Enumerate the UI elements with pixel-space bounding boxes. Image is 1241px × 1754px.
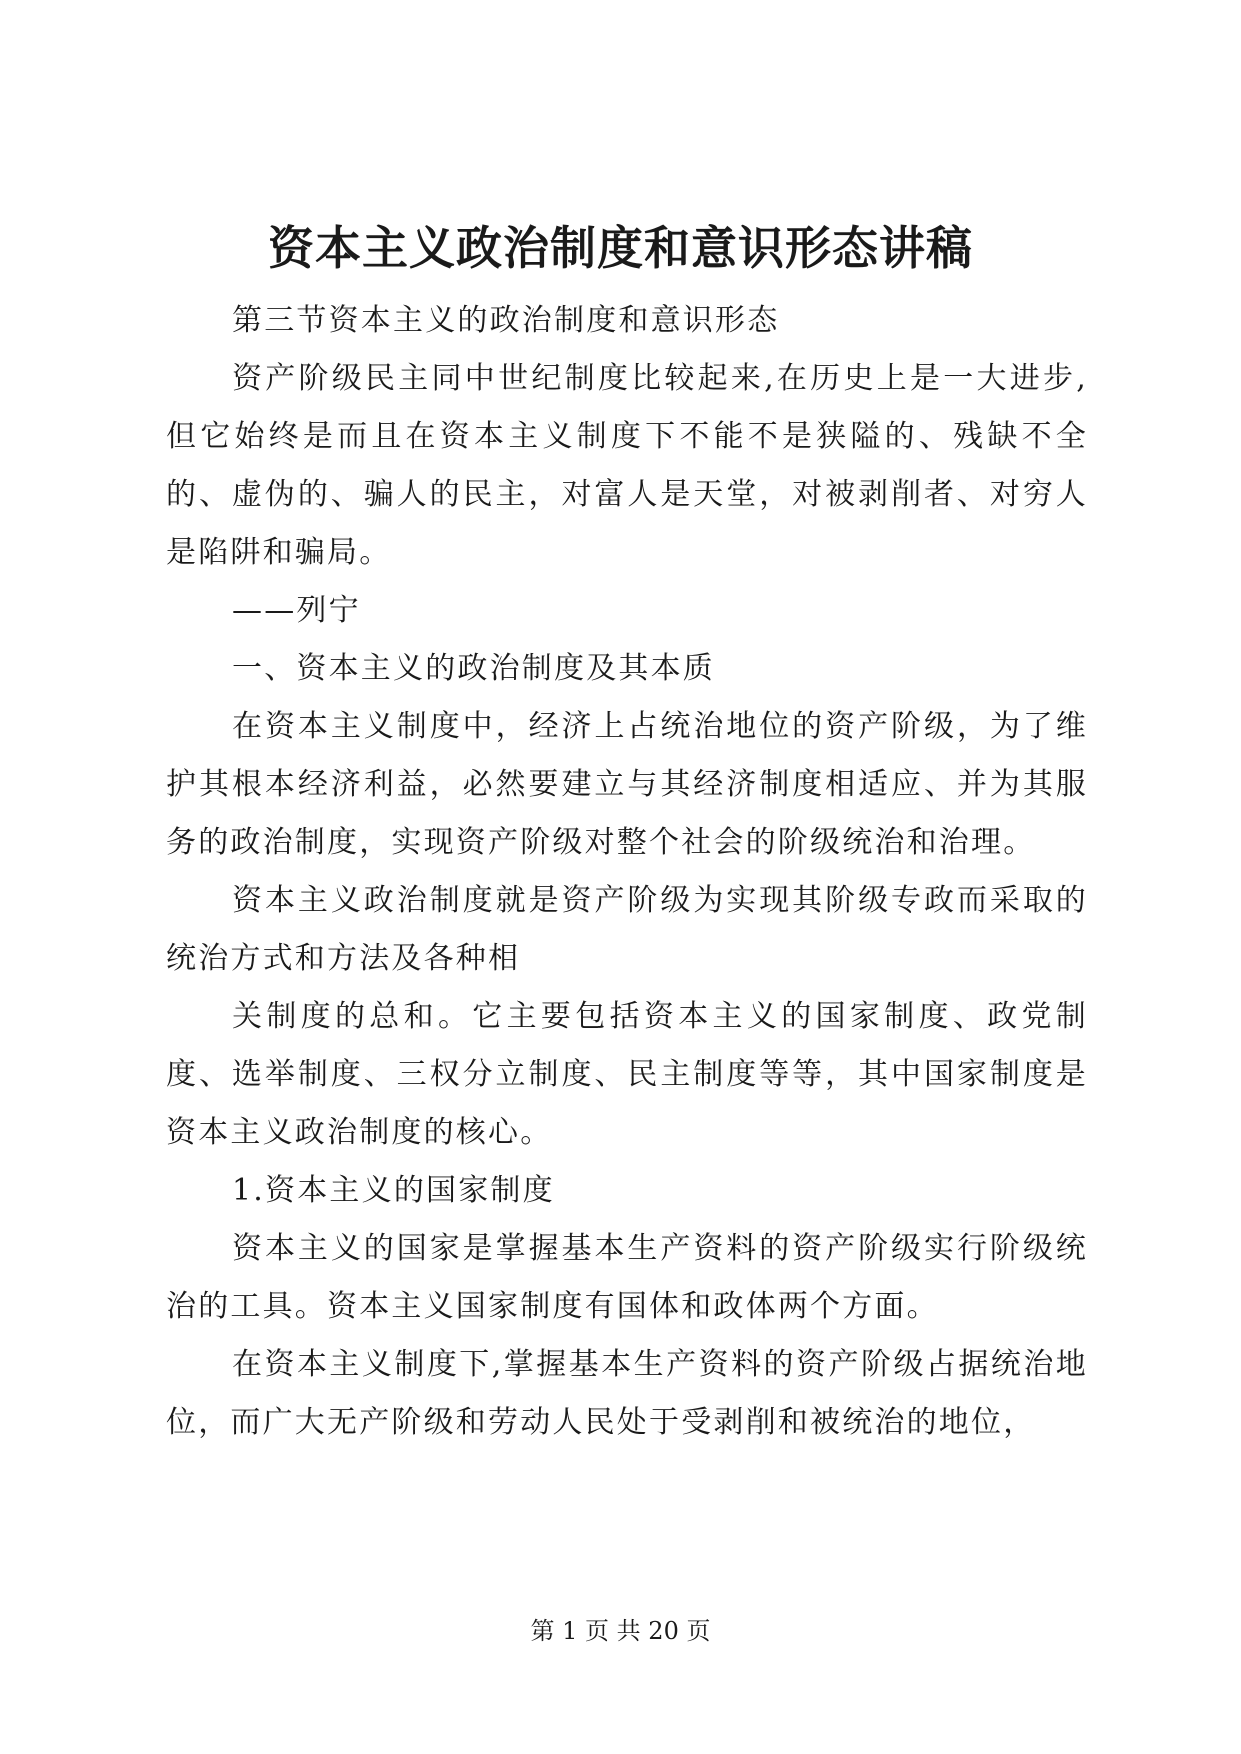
- page-number-footer: 第 1 页 共 20 页: [530, 1617, 711, 1645]
- paragraph-quote-author: ——列宁: [232, 593, 361, 628]
- paragraph-body: 资本主义政治制度就是资产阶级为实现其阶级专政而采取的统治方式和方法及各种相: [166, 883, 1088, 976]
- paragraph-subheading-1: 一、资本主义的政治制度及其本质: [232, 651, 715, 686]
- paragraph-section-heading: 第三节资本主义的政治制度和意识形态: [232, 303, 780, 338]
- paragraph-body: 在资本主义制度下,掌握基本生产资料的资产阶级占据统治地位，而广大无产阶级和劳动人民处于受剥削和被统治的地位，: [166, 1347, 1088, 1440]
- paragraph-body: 关制度的总和。它主要包括资本主义的国家制度、政党制度、选举制度、三权分立制度、民主制度等等，其中国家制度是资本主义政治制度的核心。: [166, 999, 1088, 1150]
- paragraph-body: 在资本主义制度中，经济上占统治地位的资产阶级，为了维护其根本经济利益，必然要建立与其经济制度相适应、并为其服务的政治制度，实现资产阶级对整个社会的阶级统治和治理。: [166, 709, 1088, 860]
- paragraph-subheading-2: 1.资本主义的国家制度: [232, 1173, 555, 1208]
- paragraph-body: 资本主义的国家是掌握基本生产资料的资产阶级实行阶级统治的工具。资本主义国家制度有国体和政体两个方面。: [166, 1231, 1088, 1324]
- document-body: [166, 292, 1088, 1452]
- document-title: 资本主义政治制度和意识形态讲稿: [268, 221, 973, 275]
- paragraph-quote: 资产阶级民主同中世纪制度比较起来,在历史上是一大进步,但它始终是而且在资本主义制度下不能不是狭隘的、残缺不全的、虚伪的、骗人的民主，对富人是天堂，对被剥削者、对穷人是陷阱和骗局。: [166, 361, 1088, 570]
